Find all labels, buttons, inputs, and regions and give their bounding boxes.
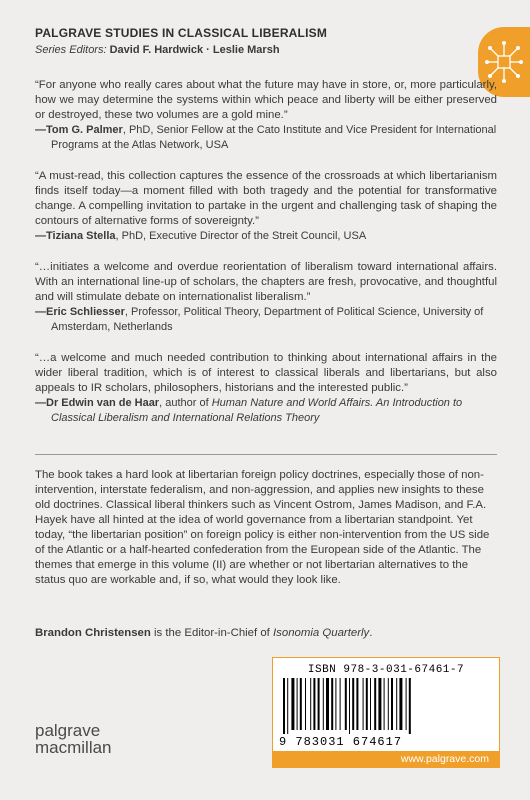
editor-bio-text: is the Editor-in-Chief of — [150, 627, 274, 639]
reviewer-affiliation: , author of — [159, 397, 212, 409]
journal-title: Isonomia Quarterly — [273, 627, 370, 639]
barcode-bar — [406, 678, 407, 730]
barcode-graphic — [281, 678, 481, 734]
barcode-bar — [300, 678, 302, 730]
book-description: The book takes a hard look at libertarian foreign policy doctrines, especially those of non-intervention, interstate federalism, and non-aggression, and applies new insights to these old doctrines. Classical liberal thinkers such as Vincent Ostrom, James Madison, and F.A. Hayek have all hinted at the idea of world governance from a libertarian standpoint. Yet today, “the libertarian position” on foreign policy is either non-intervention from the US side of the Atlantic or a half-hearted confederation from the European side of the Atlantic. The themes that emerge in this volume (II) are whether or not libertarian alternatives to the status quo are workable and, if so, what would they look like. — [35, 469, 490, 586]
barcode-bar — [283, 678, 285, 734]
reviewer-name: —Eric Schliesser — [35, 306, 125, 318]
review-quote: “A must-read, this collection captures the essence of the crossroads at which libertarianism finds itself today—a moment filled with both tragedy and the potential for transformative change. A compelling invitation to partake in the urgent and challenging task of shaping the contours of alternative forms of sovereignty.” — [35, 170, 497, 227]
reviewer-affiliation: , PhD, Executive Director of the Streit Council, USA — [115, 230, 367, 242]
series-editors — [35, 44, 280, 56]
barcode-bar — [352, 678, 354, 730]
barcode-bar — [409, 678, 411, 734]
reviewer-book-title: Human Nature and World Affairs. An Introduction to Classical Liberalism and International Relations Theory — [51, 397, 463, 424]
barcode-bar — [391, 678, 393, 730]
barcode-bar — [345, 678, 347, 730]
barcode-bar — [291, 678, 294, 730]
review-2 — [35, 169, 497, 244]
barcode-bar — [374, 678, 376, 730]
barcode-box — [272, 657, 500, 768]
barcode-bar — [399, 678, 402, 730]
barcode-bar — [363, 678, 364, 730]
review-quote: “…a welcome and much needed contribution to thinking about international affairs in the wider liberal tradition, which is of interest to classical liberals and libertarians, but also appeals to IR scholars, philosophers, historians and the interested public.” — [35, 352, 497, 394]
reviews-section — [35, 78, 497, 442]
reviewer-name: —Dr Edwin van de Haar — [35, 397, 160, 409]
publisher-url-bar — [273, 751, 499, 767]
reviewer-affiliation: , PhD, Senior Fellow at the Cato Institute and Vice President for International Programs at the Atlas Network, USA — [51, 124, 497, 151]
barcode-digits: 9 783031 674617 — [279, 735, 403, 749]
review-attribution — [35, 305, 497, 335]
publisher-logo — [35, 722, 112, 756]
barcode-bar — [366, 678, 368, 730]
editor-name: Brandon Christensen — [35, 627, 151, 639]
publisher-line1: palgrave — [35, 721, 101, 740]
barcode-bar — [318, 678, 320, 730]
publisher-url: www.palgrave.com — [400, 753, 489, 765]
review-1 — [35, 78, 497, 153]
review-quote: “…initiates a welcome and overdue reorientation of liberalism toward international affairs. With an international line-up of scholars, the chapters are fresh, provocative, and thoughtful and will stimulate debate on internationalist liberalism.” — [35, 261, 497, 303]
barcode-bar — [313, 678, 315, 730]
barcode-bar — [305, 678, 306, 730]
barcode-bar — [349, 678, 350, 734]
editor-bio — [35, 626, 372, 641]
series-title: PALGRAVE STUDIES IN CLASSICAL LIBERALISM — [35, 26, 328, 40]
barcode-bar — [287, 678, 288, 734]
editors-names: David F. Hardwick · Leslie Marsh — [109, 44, 280, 56]
review-attribution — [35, 229, 497, 244]
publisher-line2: macmillan — [35, 738, 112, 757]
review-quote: “For anyone who really cares about what the future may have in store, or, more particularly, how we may determine the systems within which peace and liberty will be either preserved or destroyed, these two volumes are a gold mine.” — [35, 79, 497, 121]
review-3 — [35, 260, 497, 335]
section-divider — [35, 454, 497, 455]
barcode-bar — [384, 678, 385, 730]
barcode-bar — [378, 678, 381, 730]
barcode-bar — [326, 678, 329, 730]
barcode-bar — [388, 678, 389, 730]
review-attribution — [35, 123, 497, 153]
reviewer-name: —Tom G. Palmer — [35, 124, 123, 136]
barcode-bar — [396, 678, 397, 730]
barcode-bar — [310, 678, 311, 730]
barcode-bar — [297, 678, 298, 730]
barcode-bar — [323, 678, 324, 730]
barcode-bar — [340, 678, 341, 730]
review-attribution — [35, 396, 497, 426]
reviewer-name: —Tiziana Stella — [35, 230, 116, 242]
editor-bio-end: . — [369, 627, 373, 639]
barcode-bar — [335, 678, 336, 730]
barcode-bar — [331, 678, 333, 730]
isbn-label: ISBN 978-3-031-67461-7 — [307, 664, 465, 676]
reviewer-affiliation: , Professor, Political Theory, Department of Political Science, University of Amsterdam, Netherlands — [51, 306, 484, 333]
review-4 — [35, 351, 497, 426]
barcode-bar — [370, 678, 371, 730]
barcode-bar — [356, 678, 358, 730]
editors-label: Series Editors: — [35, 44, 107, 56]
